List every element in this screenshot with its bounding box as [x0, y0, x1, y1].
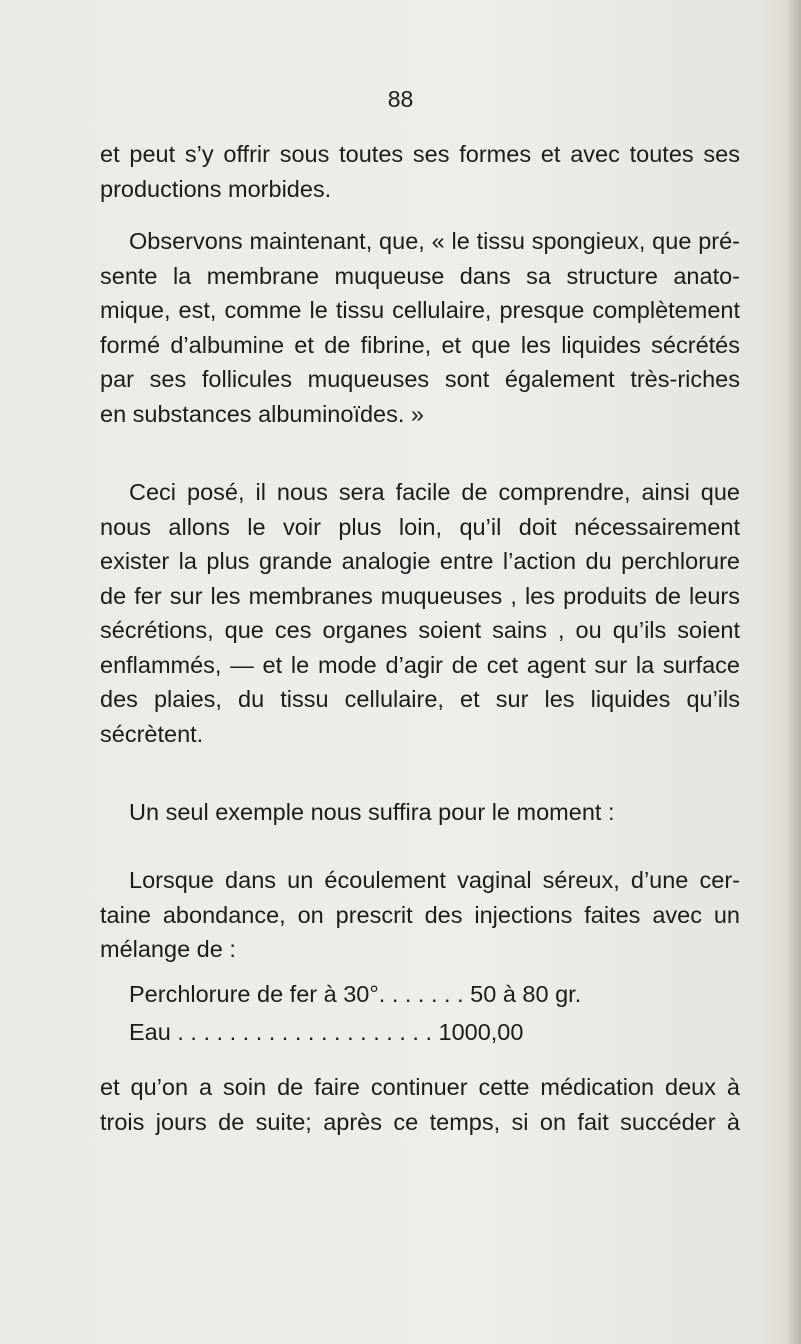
text-line: Lorsque dans un écoulement vaginal séreux, d’une cer-: [129, 867, 740, 893]
text-line: enflammés, — et le mode d’agir de cet agent sur la surface: [100, 651, 740, 678]
page-number: 88: [387, 86, 414, 112]
text-line: et qu’on a soin de faire continuer cette médication deux à: [100, 1074, 740, 1100]
formula-line-eau: Eau . . . . . . . . . . . . . . . . . . . . 1000,00: [129, 1019, 524, 1045]
text-line: trois jours de suite; après ce temps, si on fait succéder à: [100, 1108, 740, 1135]
paragraph-4: [100, 795, 740, 830]
text-line: par ses follicules muqueuses sont également très-riches: [100, 366, 740, 392]
text-line: nous allons le voir plus loin, qu’il doit nécessairement: [100, 513, 740, 540]
paragraph-6: [100, 1070, 740, 1139]
text-line: productions morbides.: [100, 175, 332, 202]
text-line: taine abondance, on prescrit des injections faites avec un: [100, 901, 740, 928]
text-line: mélange de :: [100, 936, 236, 962]
text-line: des plaies, du tissu cellulaire, et sur les liquides qu’ils: [100, 686, 740, 712]
paragraph-5: [100, 863, 740, 967]
text-line: sécrétions, que ces organes soient sains , ou qu’ils soient: [100, 617, 740, 643]
paragraph-2: [100, 224, 740, 431]
text-line: en substances albuminoïdes. »: [100, 400, 424, 427]
text-line: sente la membrane muqueuse dans sa structure anato-: [100, 262, 740, 289]
text-line: sécrètent.: [100, 720, 204, 747]
page-edge-shadow: [787, 0, 801, 1344]
paragraph-1: [100, 137, 740, 206]
text-line: Observons maintenant, que, « le tissu spongieux, que pré-: [129, 228, 740, 254]
formula-line-perchlorure: Perchlorure de fer à 30°. . . . . . . 50 à 80 gr.: [129, 981, 582, 1007]
text-line: et peut s’y offrir sous toutes ses formes et avec toutes ses: [100, 141, 740, 167]
text-line: formé d’albumine et de fibrine, et que les liquides sécrétés: [100, 331, 740, 358]
text-line: Un seul exemple nous suffira pour le moment :: [129, 799, 615, 825]
text-line: mique, est, comme le tissu cellulaire, presque complètement: [100, 297, 740, 323]
text-line: Ceci posé, il nous sera facile de comprendre, ainsi que: [129, 479, 740, 505]
text-line: de fer sur les membranes muqueuses , les produits de leurs: [100, 582, 740, 609]
text-line: exister la plus grande analogie entre l’action du perchlorure: [100, 548, 740, 574]
paragraph-3: [100, 475, 740, 751]
